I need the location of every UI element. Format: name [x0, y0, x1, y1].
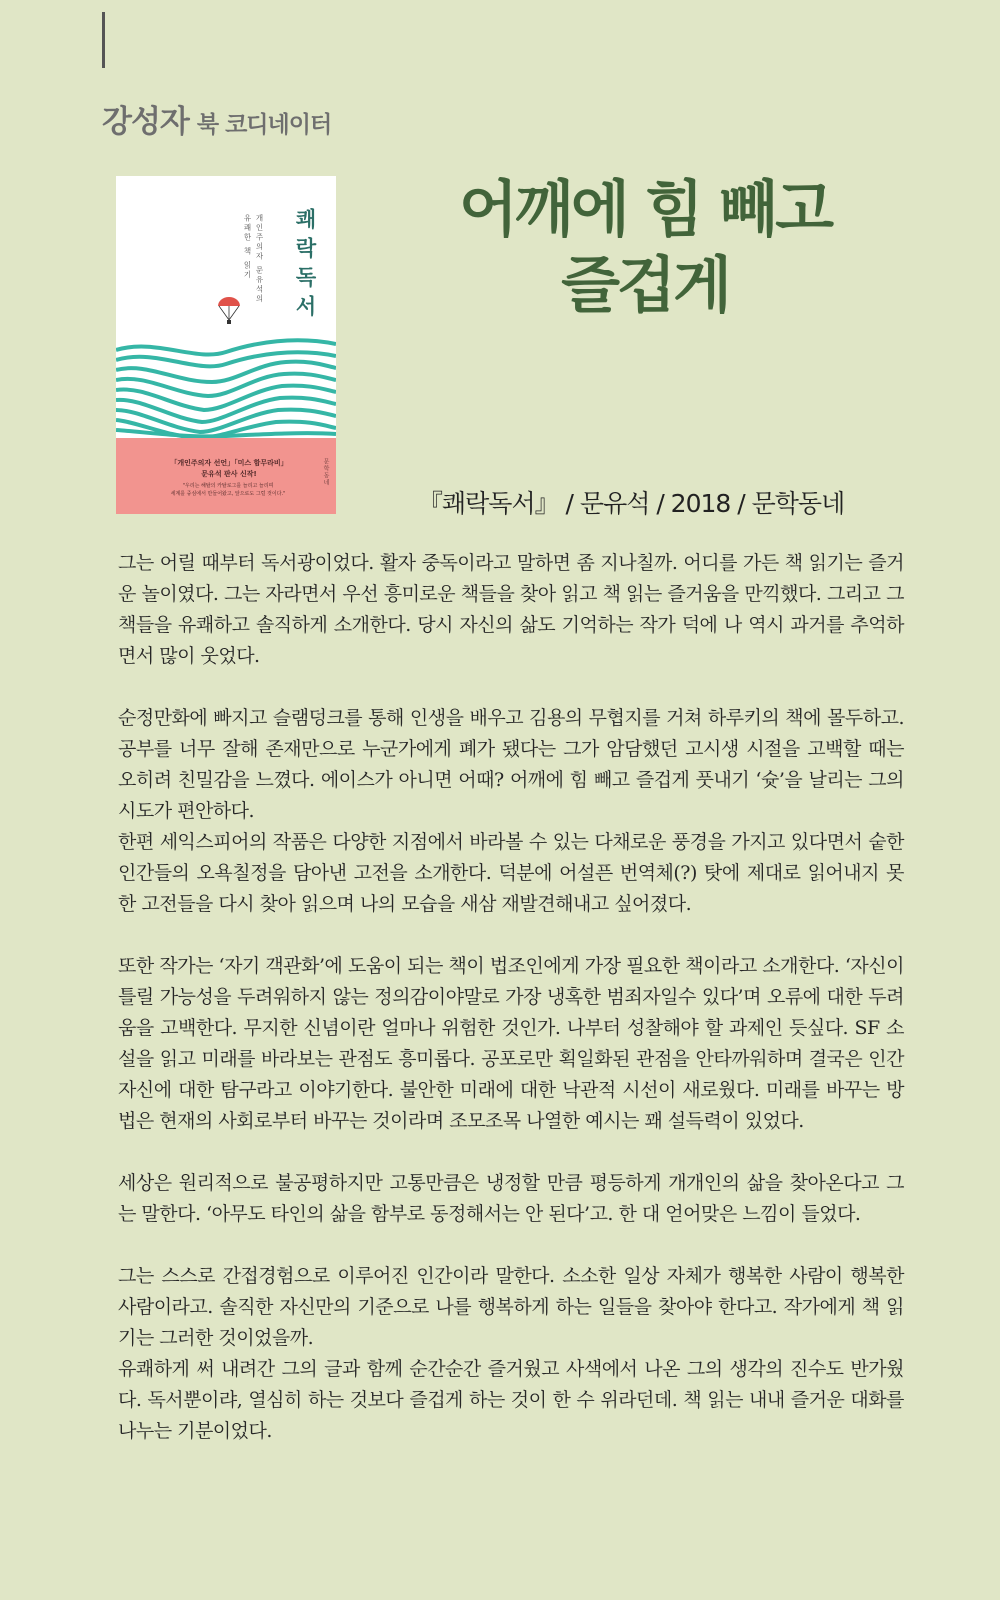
paragraph: 순정만화에 빠지고 슬램덩크를 통해 인생을 배우고 김용의 무협지를 거쳐 하루키의 책에 몰두하고. 공부를 너무 잘해 존재만으로 누군가에게 폐가 됐다는 그가 암담했던 고시생 시절을 고백할 때는 오히려 친밀감을 느꼈다. 에이스가 아니면 어때? 어깨에 힘 빼고 즐겁게 풋내기 ‘슛’을 날리는 그의 시도가 편안하다.: [118, 707, 904, 822]
cover-blurb-line: 세계를 중심에서 만들어왔고, 앞으로도 그럴 것이다.": [170, 491, 286, 497]
review-body: [118, 548, 904, 1447]
cover-blurb-line: 「개인주의자 선언」「미스 함무라비」: [170, 459, 288, 467]
paragraph: 그는 어릴 때부터 독서광이었다. 활자 중독이라고 말하면 좀 지나칠까. 어디를 가든 책 읽기는 즐거운 놀이였다. 그는 자라면서 우선 흥미로운 책들을 찾아 읽고 책 읽는 즐거움을 만끽했다. 그리고 그 책들을 유쾌하고 솔직하게 소개한다. 당시 자신의 삶도 기억하는 작가 덕에 나 역시 과거를 추억하면서 많이 웃었다.: [118, 552, 904, 667]
author-role: 북 코디네이터: [196, 112, 332, 138]
cover-subtitle-2: 유쾌한 책 읽기: [243, 214, 252, 280]
cover-title: 쾌락독서: [293, 208, 318, 324]
paragraph: 그는 스스로 간접경험으로 이루어진 인간이라 말한다. 소소한 일상 자체가 행복한 사람이 행복한 사람이라고. 솔직한 자신만의 기준으로 나를 행복하게 하는 일들을 찾아야 한다고. 작가에게 책 읽기는 그러한 것이었을까.: [118, 1265, 904, 1349]
cover-blurb-quote: [150, 482, 306, 498]
paragraph: 또한 작가는 ‘자기 객관화’에 도움이 되는 책이 법조인에게 가장 필요한 책이라고 소개한다. ‘자신이 틀릴 가능성을 두려워하지 않는 정의감이야말로 가장 냉혹한 범죄자일수 있다’며 오류에 대한 두려움을 고백한다. 무지한 신념이란 얼마나 위험한 것인가. 나부터 성찰해야 할 과제인 듯싶다. SF 소설을 읽고 미래를 바라보는 관점도 흥미롭다. 공포로만 획일화된 관점을 안타까워하며 결국은 인간 자신에 대한 탐구라고 이야기한다. 불안한 미래에 대한 낙관적 시선이 새로웠다. 미래를 바꾸는 방법은 현재의 사회로부터 바꾸는 것이라며 조모조목 나열한 예시는 꽤 설득력이 있었다.: [118, 955, 904, 1132]
parachute-icon: [218, 297, 240, 324]
headline-line-2: 즐겁게: [561, 250, 729, 321]
book-cover-image: [116, 176, 336, 514]
cover-subtitle-1: 개인주의자 문유석의: [255, 214, 264, 304]
paragraph: 세상은 원리적으로 불공평하지만 고통만큼은 냉정할 만큼 평등하게 개개인의 삶을 찾아온다고 그는 말한다. ‘아무도 타인의 삶을 함부로 동정해서는 안 된다’고. 한 대 얻어맞은 느낌이 들었다.: [118, 1172, 904, 1225]
paragraph: 한편 세익스피어의 작품은 다양한 지점에서 바라볼 수 있는 다채로운 풍경을 가지고 있다면서 숱한 인간들의 오욕칠정을 담아낸 고전을 소개한다. 덕분에 어설픈 번역체(?) 탓에 제대로 읽어내지 못한 고전들을 다시 찾아 읽으며 나의 모습을 새삼 재발견해내고 싶어졌다.: [118, 831, 904, 915]
author-name: 강성자: [102, 104, 189, 140]
headline: [420, 172, 870, 324]
cover-publisher: 문학동네: [322, 458, 329, 486]
headline-line-1: 어깨에 힘 빼고: [458, 174, 832, 245]
cover-blurb-main: [154, 458, 304, 480]
author-byline: [102, 96, 331, 141]
vertical-accent-bar: [102, 12, 105, 68]
book-info: 『쾌락독서』 / 문유석 / 2018 / 문학동네: [418, 489, 845, 518]
paragraph: 유쾌하게 써 내려간 그의 글과 함께 순간순간 즐거웠고 사색에서 나온 그의 생각의 진수도 반가웠다. 독서뿐이랴, 열심히 하는 것보다 즐겁게 하는 것이 한 수 위라던데. 책 읽는 내내 즐거운 대화를 나누는 기분이었다.: [118, 1358, 904, 1442]
cover-blurb-line: 문유석 판사 신작!: [201, 470, 257, 478]
cover-blurb-line: "우리는 해탈의 카탈로그를 늘리고 늘리며: [182, 483, 274, 489]
